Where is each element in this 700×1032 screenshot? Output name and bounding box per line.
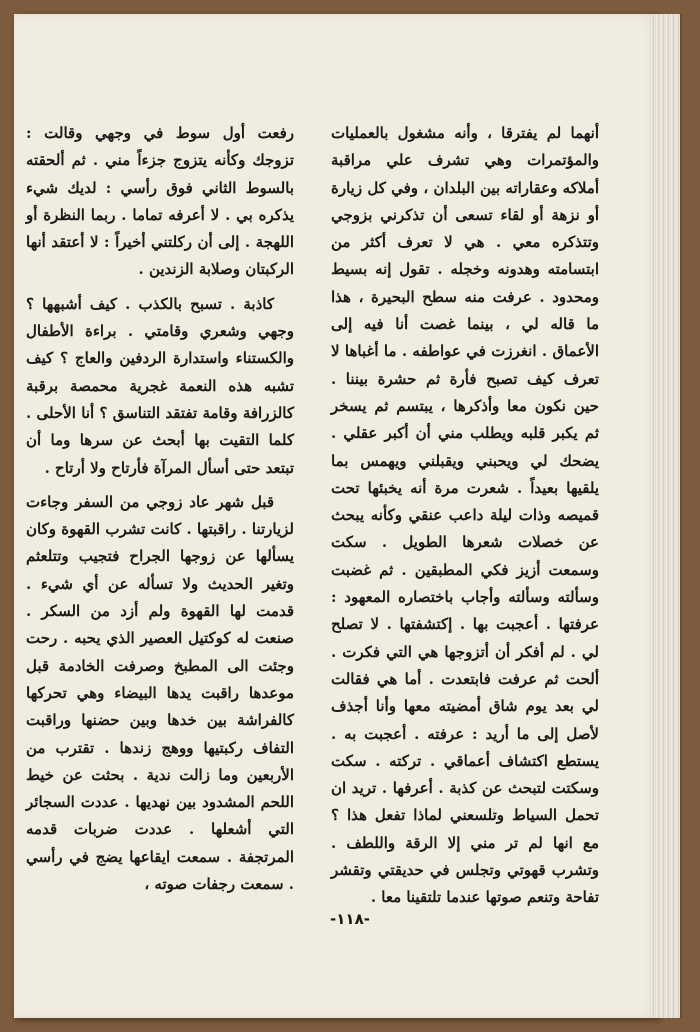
- page-number: -١١٨-: [330, 910, 370, 928]
- left-paragraph-1: رفعت أول سوط في وجهي وقالت : تزوجك وكأنه يتزوج جزءاً مني . ثم ألحقته بالسوط الثاني فوق رأسي : لديك شيء يذكره بي . لا أعرفه تماما . ربما النظرة أو اللهجة . إلى أن ركلتني أخيراً : لا أعتقد أنها الركبتان وصلابة الزندين .: [26, 124, 294, 279]
- right-column: [331, 120, 599, 912]
- left-paragraph-3: قبل شهر عاد زوجي من السفر وجاءت لزيارتنا . راقبتها . كانت تشرب القهوة وكان يسألها عن زوجها الجراح فتجيب وتتلعثم وتغير الحديث ولا تسأله عن أي شيء . قدمت لها القهوة ولم أزد من السكر . صنعت له كوكتيل العصير الذي يحبه . رحت وجئت الى المطبخ وصرفت الخادمة قبل موعدها راقبت يدها البيضاء وهي تحركها كالفراشة بين خدها وبين حضنها وراقبت التفاف ركبتيها ووهج زندها . تقترب من الأربعين وما زالت ندية . بحثت عن خيط اللحم المشدود بين نهديها . عددت السجائر التي أشعلها . عددت ضربات قدمه المرتجفة . سمعت ايقاعها يضج في رأسي . سمعت رجفات صوته ،: [26, 492, 294, 894]
- left-paragraph-2: كاذبة . تسبح بالكذب . كيف أشبهها ؟ وجهي وشعري وقامتي . براءة الأطفال والكستناء واستدارة الردفين والعاج ؟ كيف تشبه هذه النعمة غجرية محمصة برقبة كالزرافة وقامة تفتقد التناسق ؟ أنا الأحلى . كلما التقيت بها أبحث عن سرها وما أن تبتعد حتى أسأل المرآة فأرتاح ولا أرتاح .: [26, 294, 294, 477]
- right-paragraph-1: أنهما لم يفترقا ، وأنه مشغول بالعمليات والمؤتمرات وهي تشرف علي مراقبة أملاكه وعقاراته بين البلدان ، وفي كل زيارة أو نزهة أو لقاء تسعى أن تذكرني بزوجي وتتذكره معي . هي لا تعرف أكثر من ابتسامته وهدونه وخجله . تقول إنه بسيط ومحدود . عرفت منه سطح البحيرة ، هذا ما قاله لي ، بينما غصت أنا فيه إلى الأعماق . انغرزت في عواطفه . ما أغباها لا تعرف كيف تصبح فأرة ثم حشرة بيننا . حين نكون معا وأذكرها ، يبتسم ثم يسخر ثم يكبر قلبه ويطلب مني أن أكبر عقلي . يضحك لي ويحبني ويقبلني ويهمس بما يلقيها بعيداً . شعرت مرة أنه يخبئها تحت قميصه وذات ليلة داعب عنقي وكأنه يبحث عن خصلات شعرها الطويل . سكت وسمعت أزيز فكي المطبقين . ثم غضبت وسألته وسألته وأجاب باختصاره المعهود : عرفتها . أعجبت بها . إكتشفتها . لا تصلح لي . لم أفكر أن أتزوجها هي التي فكرت . ألحت ثم عرفت فابتعدت . أما هي فقالت لي بعد يوم شاق أمضيته معها وأنا أجذف لأصل إلى ما أريد : عرفته . أعجبت به . يستطع اكتشاف أعماقي . تركته . سكت وسكتت لتبحث عن كذبة . أعرفها . تريد ان تحمل السياط وتلسعني لماذا تفعل هذا ؟ مع انها لم تر مني إلا الرقة واللطف . وتشرب قهوتي وتجلس في حديقتي وتقشر تفاحة وتنعم صوتها عندما تلتقينا معا .: [331, 124, 599, 907]
- left-column: [26, 120, 294, 898]
- page-edges: [650, 14, 682, 1018]
